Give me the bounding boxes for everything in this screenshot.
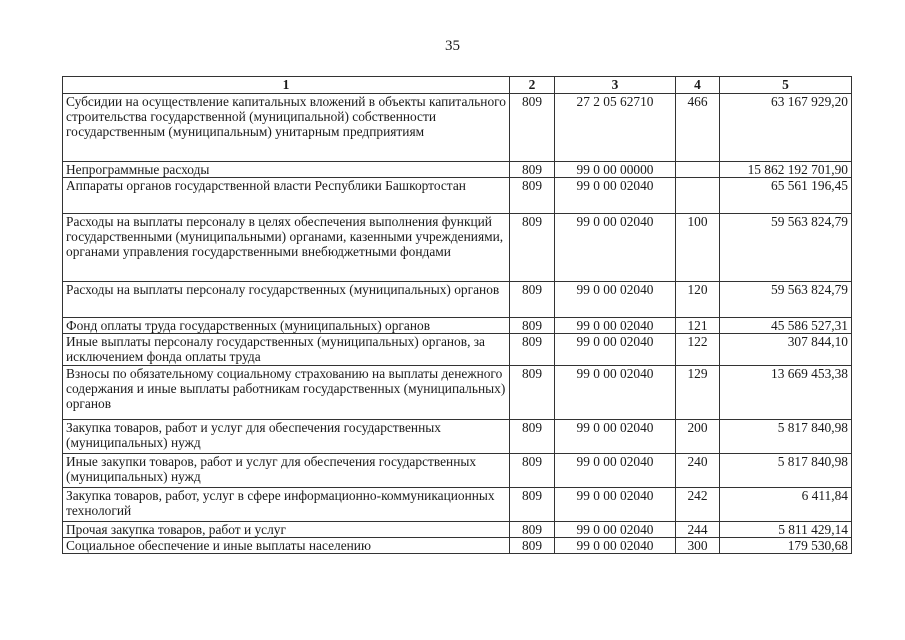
table-row [63, 214, 852, 282]
table-row [63, 94, 852, 162]
row-name: Субсидии на осуществление капитальных вложений в объекты капитального строительства государственной (муниципальной) собственности государственным (муниципальным) унитарным предприятиям [63, 94, 510, 162]
row-expense-type: 240 [676, 454, 720, 488]
row-ministry-code: 809 [510, 214, 555, 282]
row-amount: 5 811 429,14 [720, 522, 852, 538]
row-amount: 15 862 192 701,90 [720, 162, 852, 178]
row-name: Прочая закупка товаров, работ и услуг [63, 522, 510, 538]
row-amount: 59 563 824,79 [720, 282, 852, 318]
row-ministry-code: 809 [510, 420, 555, 454]
row-name: Непрограммные расходы [63, 162, 510, 178]
table-row [63, 366, 852, 420]
row-ministry-code: 809 [510, 366, 555, 420]
row-amount: 179 530,68 [720, 538, 852, 554]
col-header-3: 3 [555, 77, 676, 94]
row-name: Расходы на выплаты персоналу государственных (муниципальных) органов [63, 282, 510, 318]
row-name: Расходы на выплаты персоналу в целях обеспечения выполнения функций государственными (муниципальными) органами, казенными учреждениями, органами управления государственными внебюджетными фондами [63, 214, 510, 282]
row-name: Взносы по обязательному социальному страхованию на выплаты денежного содержания и иные выплаты работникам государственных (муниципальных) органов [63, 366, 510, 420]
row-amount: 5 817 840,98 [720, 420, 852, 454]
row-expense-type: 122 [676, 334, 720, 366]
row-expense-type: 120 [676, 282, 720, 318]
page-number: 35 [445, 38, 460, 54]
row-expense-type [676, 162, 720, 178]
row-amount: 5 817 840,98 [720, 454, 852, 488]
row-target-code: 27 2 05 62710 [555, 94, 676, 162]
row-amount: 63 167 929,20 [720, 94, 852, 162]
row-target-code: 99 0 00 02040 [555, 318, 676, 334]
row-target-code: 99 0 00 02040 [555, 488, 676, 522]
row-expense-type: 121 [676, 318, 720, 334]
row-target-code: 99 0 00 00000 [555, 162, 676, 178]
row-ministry-code: 809 [510, 178, 555, 214]
table-row [63, 334, 852, 366]
row-amount: 65 561 196,45 [720, 178, 852, 214]
row-expense-type: 100 [676, 214, 720, 282]
table-row [63, 282, 852, 318]
row-target-code: 99 0 00 02040 [555, 420, 676, 454]
table-row [63, 522, 852, 538]
row-expense-type: 200 [676, 420, 720, 454]
col-header-5: 5 [720, 77, 852, 94]
table-row [63, 178, 852, 214]
row-name: Закупка товаров, работ, услуг в сфере информационно-коммуникационных технологий [63, 488, 510, 522]
row-target-code: 99 0 00 02040 [555, 366, 676, 420]
row-ministry-code: 809 [510, 282, 555, 318]
col-header-2: 2 [510, 77, 555, 94]
row-amount: 59 563 824,79 [720, 214, 852, 282]
budget-table [62, 76, 852, 554]
row-ministry-code: 809 [510, 318, 555, 334]
row-amount: 6 411,84 [720, 488, 852, 522]
row-name: Фонд оплаты труда государственных (муниципальных) органов [63, 318, 510, 334]
row-target-code: 99 0 00 02040 [555, 454, 676, 488]
row-ministry-code: 809 [510, 488, 555, 522]
row-target-code: 99 0 00 02040 [555, 214, 676, 282]
col-header-4: 4 [676, 77, 720, 94]
row-name: Социальное обеспечение и иные выплаты населению [63, 538, 510, 554]
col-header-1: 1 [63, 77, 510, 94]
table-row [63, 454, 852, 488]
row-expense-type: 242 [676, 488, 720, 522]
row-ministry-code: 809 [510, 522, 555, 538]
table-header-row [63, 77, 852, 94]
row-ministry-code: 809 [510, 454, 555, 488]
row-target-code: 99 0 00 02040 [555, 522, 676, 538]
row-ministry-code: 809 [510, 538, 555, 554]
row-target-code: 99 0 00 02040 [555, 334, 676, 366]
row-target-code: 99 0 00 02040 [555, 538, 676, 554]
row-amount: 307 844,10 [720, 334, 852, 366]
row-expense-type: 244 [676, 522, 720, 538]
row-expense-type: 129 [676, 366, 720, 420]
row-expense-type [676, 178, 720, 214]
row-expense-type: 300 [676, 538, 720, 554]
row-target-code: 99 0 00 02040 [555, 282, 676, 318]
table-row [63, 162, 852, 178]
row-expense-type: 466 [676, 94, 720, 162]
table-row [63, 538, 852, 554]
row-ministry-code: 809 [510, 162, 555, 178]
table-row [63, 318, 852, 334]
row-name: Аппараты органов государственной власти Республики Башкортостан [63, 178, 510, 214]
row-name: Иные закупки товаров, работ и услуг для обеспечения государственных (муниципальных) нужд [63, 454, 510, 488]
row-amount: 45 586 527,31 [720, 318, 852, 334]
row-name: Закупка товаров, работ и услуг для обеспечения государственных (муниципальных) нужд [63, 420, 510, 454]
row-ministry-code: 809 [510, 334, 555, 366]
row-name: Иные выплаты персоналу государственных (муниципальных) органов, за исключением фонда оплаты труда [63, 334, 510, 366]
row-target-code: 99 0 00 02040 [555, 178, 676, 214]
row-amount: 13 669 453,38 [720, 366, 852, 420]
table-row [63, 420, 852, 454]
table-row [63, 488, 852, 522]
row-ministry-code: 809 [510, 94, 555, 162]
